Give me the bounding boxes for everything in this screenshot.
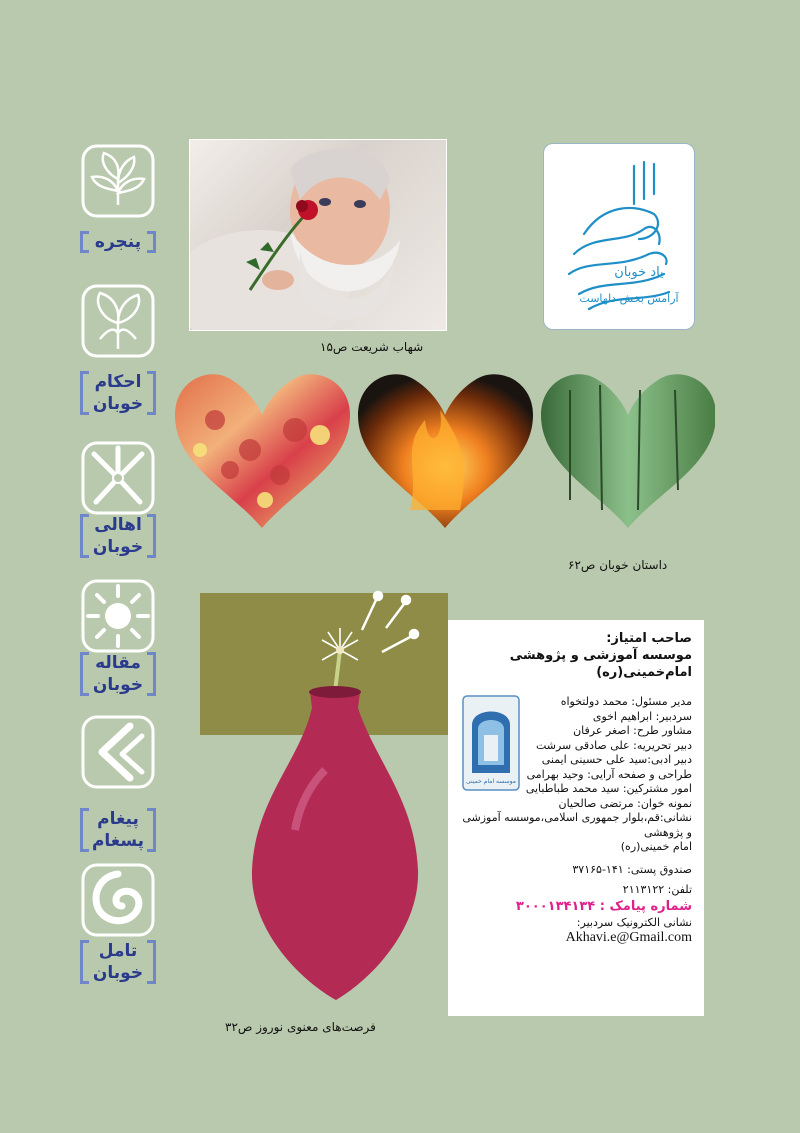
- publisher-name: موسسه آموزشی و پژوهشی امام‌خمینی(ره): [509, 648, 692, 680]
- phone: تلفن: ۲۱۱۳۱۲۲: [622, 883, 692, 896]
- pobox: صندوق پستی: ۱۴۱-۳۷۱۶۵: [572, 862, 692, 876]
- emblem-text: موسسه امام خمینی: [466, 778, 516, 785]
- arrows-icon: [80, 714, 156, 790]
- institute-emblem: [462, 695, 520, 791]
- staff-line: دبیر تحریریه: علی صادقی سرشت: [535, 738, 692, 752]
- vase-illustration: [200, 580, 460, 1010]
- leaf-outline-icon: [80, 283, 156, 359]
- sidebar-item-peygham[interactable]: پیغام پسغام: [80, 808, 156, 852]
- sms-number: شماره پیامک : ۳۰۰۰۱۳۴۱۳۴: [515, 898, 692, 914]
- sidebar-item-maghaleh[interactable]: مقاله خوبان: [80, 652, 156, 696]
- address-line: نشانی:قم،بلوار جمهوری اسلامی،موسسه آموزشی و پژوهشی: [462, 811, 692, 839]
- hearts-row: [170, 360, 715, 530]
- staff-line: دبیر ادبی:سید علی حسینی ایمنی: [541, 753, 692, 766]
- hearts-caption: داستان خوبان ص۶۲: [568, 558, 668, 572]
- sidebar-item-ahkam[interactable]: احکام خوبان: [80, 371, 156, 415]
- vase-caption: فرصت‌های معنوی نوروز ص۳۲: [225, 1020, 376, 1034]
- staff-line: سردبیر: ابراهیم اخوی: [592, 709, 692, 723]
- staff-line: مدیر مسئول: محمد دولتخواه: [560, 695, 692, 708]
- email-label: نشانی الکترونیک سردبیر:: [576, 915, 692, 929]
- logo-line1: یاد خوبان: [614, 265, 664, 280]
- staff-line: امور مشترکین: سید محمد طباطبایی: [525, 782, 692, 795]
- logo-line2: آرامش بخش دلهاست: [579, 292, 679, 305]
- portrait-caption: شهاب شریعت ص۱۵: [320, 340, 424, 354]
- pens-icon: [80, 440, 156, 516]
- sidebar-item-panjareh[interactable]: پنجره: [80, 231, 156, 253]
- staff-line: مشاور طرح: اصغر عرفان: [573, 724, 692, 737]
- masthead-box: [448, 620, 704, 1016]
- address-line2: امام خمینی(ره): [620, 840, 692, 853]
- heart-forest: [541, 374, 715, 528]
- publisher-label: صاحب امتیاز:: [606, 631, 692, 646]
- staff-line: نمونه خوان: مرتضی صالحیان: [558, 796, 692, 810]
- editor-email[interactable]: Akhavi.e@Gmail.com: [565, 930, 692, 945]
- calligraphy-logo: [543, 143, 695, 330]
- sun-icon: [80, 578, 156, 654]
- leaf-icon: [80, 143, 156, 219]
- sidebar-item-taamol[interactable]: تامل خوبان: [80, 940, 156, 984]
- sidebar-item-ahali[interactable]: اهالی خوبان: [80, 514, 156, 558]
- swirl-icon: [80, 862, 156, 938]
- portrait-photo: [189, 139, 447, 331]
- staff-line: طراحی و صفحه آرایی: وحید بهرامی: [526, 767, 692, 781]
